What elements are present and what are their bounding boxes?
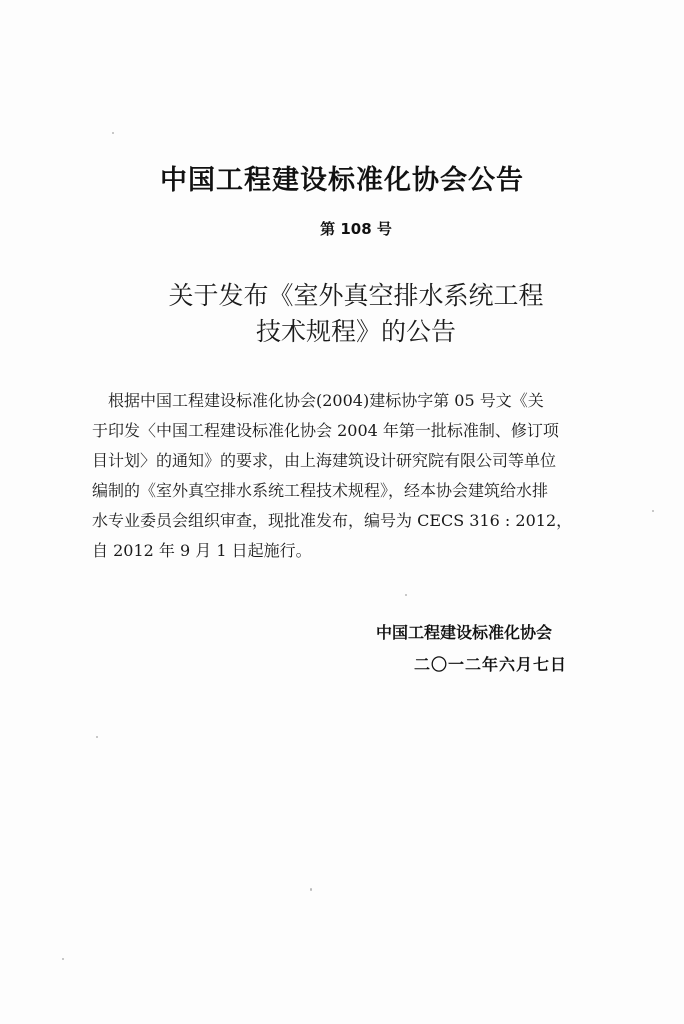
- body-line-1: 根据中国工程建设标准化协会(2004)建标协字第 05 号文《关: [92, 391, 544, 410]
- announcement-number: 第 108 号: [320, 220, 392, 238]
- announcement-subject: [0, 278, 684, 350]
- scan-speck: [62, 958, 64, 960]
- body-line-3: 目计划〉的通知》的要求，由上海建筑设计研究院有限公司等单位: [92, 451, 557, 470]
- scan-speck: [310, 888, 312, 891]
- scan-speck: [112, 132, 114, 134]
- scan-speck: [652, 510, 654, 512]
- signature-org: 中国工程建设标准化协会: [376, 623, 553, 642]
- body-line-4: 编制的《室外真空排水系统工程技术规程》，经本协会建筑给水排: [92, 481, 549, 500]
- body-line-6: 自 2012 年 9 月 1 日起施行。: [92, 541, 312, 560]
- body-line-2: 于印发〈中国工程建设标准化协会 2004 年第一批标准制、修订项: [92, 421, 559, 440]
- scan-speck: [405, 594, 407, 596]
- subject-line-1: 关于发布《室外真空排水系统工程: [168, 281, 544, 310]
- announcement-org-title: 中国工程建设标准化协会公告: [160, 165, 524, 196]
- signature-date: 二〇一二年六月七日: [414, 655, 568, 674]
- scan-speck: [96, 736, 98, 738]
- subject-line-2: 技术规程》的公告: [255, 317, 456, 346]
- announcement-body: [92, 386, 632, 566]
- body-paragraph: [92, 386, 632, 566]
- body-line-5: 水专业委员会组织审查，现批准发布，编号为 CECS 316 : 2012，: [92, 511, 573, 530]
